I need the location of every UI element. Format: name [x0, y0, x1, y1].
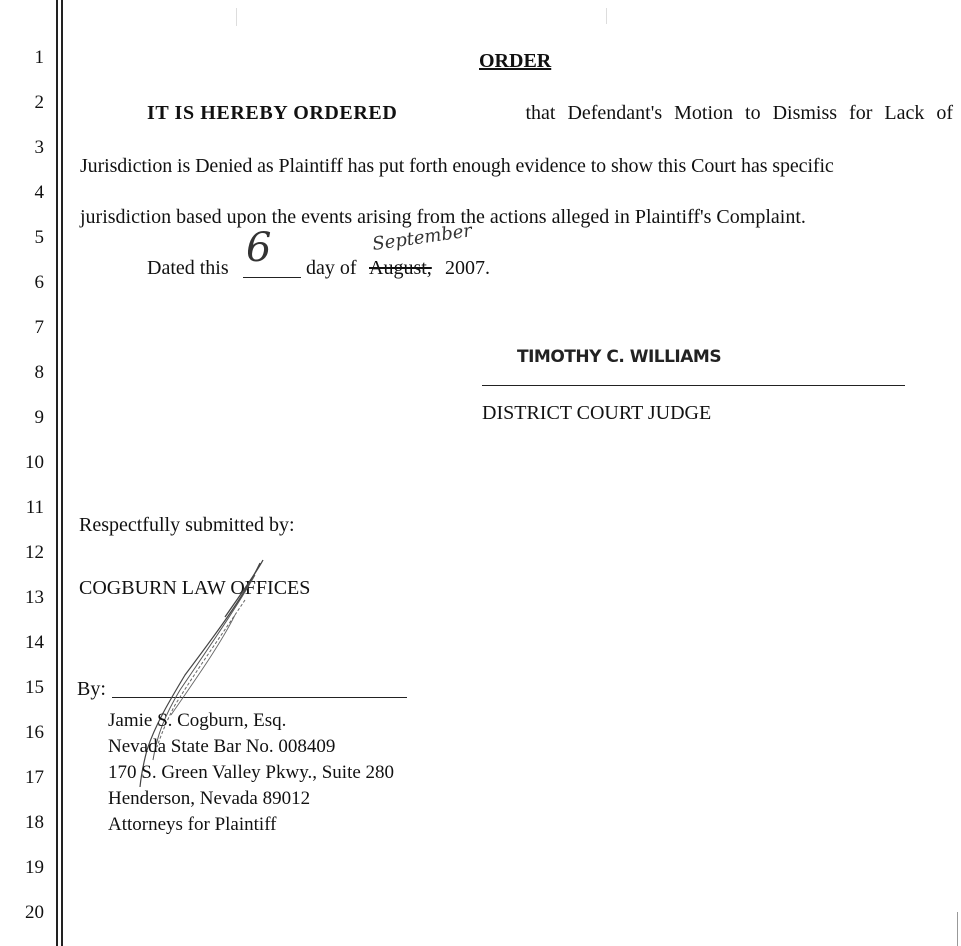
scan-artifact: [957, 912, 958, 946]
document-title: ORDER: [479, 50, 552, 72]
street-address: 170 S. Green Valley Pkwy., Suite 280: [108, 762, 395, 783]
pleading-margin-rule-right: [61, 0, 63, 946]
line-number: 20: [25, 902, 44, 923]
paragraph-text: that Defendant's Motion to Dismiss for Lack of: [525, 102, 953, 124]
month-handwritten: September: [371, 220, 474, 255]
attorney-role: Attorneys for Plaintiff: [108, 814, 277, 835]
dated-prefix: Dated this: [147, 257, 229, 279]
line-number: 6: [34, 272, 44, 293]
paragraph-line-3: jurisdiction based upon the events arising from the actions alleged in Plaintiff's Complaint.: [80, 206, 806, 228]
line-number: 10: [25, 452, 44, 473]
line-number: 18: [25, 812, 44, 833]
law-firm-name: COGBURN LAW OFFICES: [79, 577, 311, 599]
scan-artifact: [606, 8, 607, 24]
by-label: By:: [77, 678, 106, 700]
paragraph-line-1: [147, 101, 953, 125]
attorney-name: Jamie S. Cogburn, Esq.: [108, 710, 287, 731]
line-number: 16: [25, 722, 44, 743]
order-lead-phrase: IT IS HEREBY ORDERED: [147, 102, 398, 124]
dated-year: 2007.: [445, 257, 490, 279]
line-number: 15: [25, 677, 44, 698]
line-number: 12: [25, 542, 44, 563]
month-struck-out: August,: [369, 257, 432, 279]
line-number: 4: [34, 182, 44, 203]
scan-artifact: [236, 8, 237, 26]
day-blank-line: [243, 277, 301, 278]
attorney-address: [108, 708, 394, 838]
line-number: 2: [34, 92, 44, 113]
line-number: 17: [25, 767, 44, 788]
judge-signature-line: [482, 385, 905, 386]
line-number: 14: [25, 632, 44, 653]
submitted-by-label: Respectfully submitted by:: [79, 514, 295, 536]
line-number: 3: [34, 137, 44, 158]
line-number: 9: [34, 407, 44, 428]
line-number: 1: [34, 47, 44, 68]
line-number: 5: [34, 227, 44, 248]
pleading-margin-rule-left: [56, 0, 58, 946]
day-handwritten: 6: [246, 225, 272, 271]
judge-name-stamp: TIMOTHY C. WILLIAMS: [517, 347, 722, 367]
line-number: 7: [34, 317, 44, 338]
line-number: 8: [34, 362, 44, 383]
line-number: 19: [25, 857, 44, 878]
city-state-zip: Henderson, Nevada 89012: [108, 788, 311, 809]
paragraph-line-2: Jurisdiction is Denied as Plaintiff has put forth enough evidence to show this Court has specific: [80, 155, 834, 177]
line-number: 11: [25, 497, 44, 518]
dated-middle: day of: [306, 257, 357, 279]
line-number: 13: [25, 587, 44, 608]
judge-title: DISTRICT COURT JUDGE: [482, 402, 712, 424]
bar-number: Nevada State Bar No. 008409: [108, 736, 336, 757]
